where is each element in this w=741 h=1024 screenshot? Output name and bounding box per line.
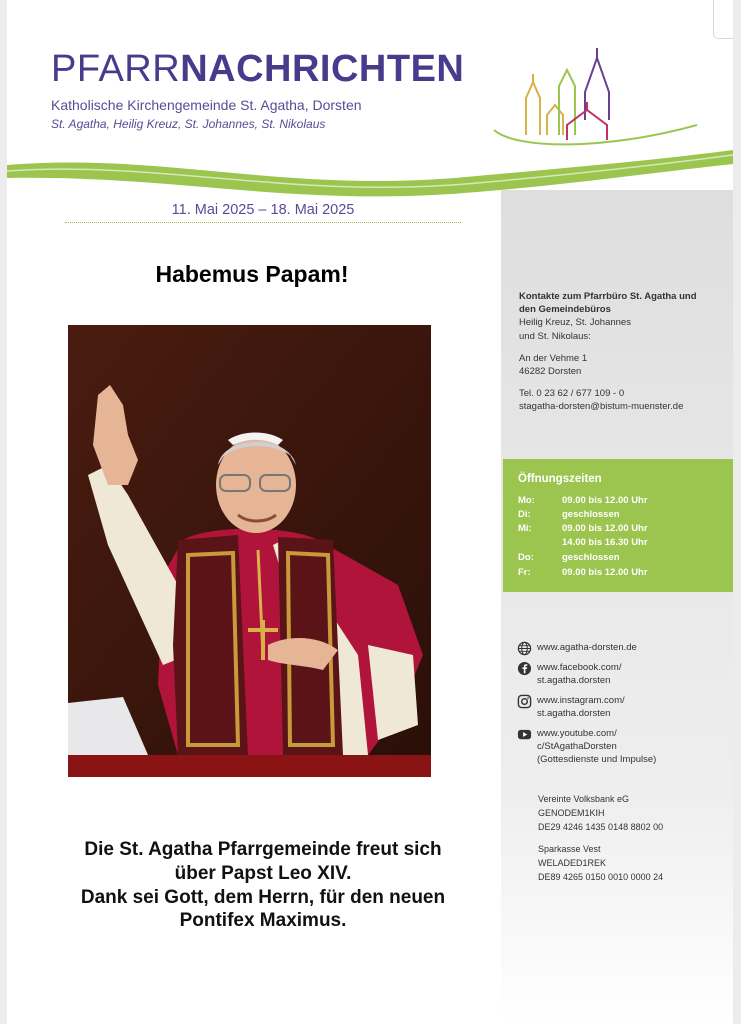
youtube-icon — [517, 727, 532, 742]
hours-row: Do: geschlossen — [518, 552, 620, 563]
youtube-link[interactable]: www.youtube.com/ c/StAgathaDorsten (Gottesdienste und Impulse) — [517, 727, 656, 766]
instagram-icon — [517, 694, 532, 709]
church-skyline-logo — [494, 48, 697, 144]
opening-hours-box — [503, 459, 733, 592]
contact-city: 46282 Dorsten — [519, 366, 582, 378]
page-corner-tab — [713, 0, 733, 39]
social-links — [517, 641, 656, 773]
contact-phone: Tel. 0 23 62 / 677 109 - 0 — [519, 388, 625, 400]
contact-street: An der Vehme 1 — [519, 352, 588, 364]
pope-photo — [68, 325, 431, 777]
hours-row: Mi: 09.00 bis 12.00 Uhr — [518, 523, 648, 534]
photo-caption: Die St. Agatha Pfarrgemeinde freut sich über Papst Leo XIV. Dank sei Gott, dem Herrn, für den neuen Pontifex Maximus. — [80, 839, 446, 932]
hours-row: Di: geschlossen — [518, 509, 620, 520]
hours-row: 14.00 bis 16.30 Uhr — [562, 537, 648, 548]
facebook-link[interactable]: www.facebook.com/ st.agatha.dorsten — [517, 661, 656, 687]
hours-row: Mo: 09.00 bis 12.00 Uhr — [518, 495, 648, 506]
bank-account: Vereinte Volksbank eG GENODEM1KIH DE29 4246 1435 0148 8802 00 — [538, 794, 664, 832]
contact-email[interactable]: stagatha-dorsten@bistum-muenster.de — [519, 401, 684, 413]
masthead-title: PFARRNACHRICHTEN — [51, 48, 465, 90]
parish-list: St. Agatha, Heilig Kreuz, St. Johannes, St. Nikolaus — [51, 117, 326, 131]
contact-block: Kontakte zum Pfarrbüro St. Agatha und den Gemeindebüros Heilig Kreuz, St. Johannes und St. Nikolaus: An der Vehme 1 46282 Dorsten Tel. 0 23 62 / 677 109 - 0 stagatha-dorsten@bistum-muenster.de — [519, 291, 697, 413]
parish-subtitle: Katholische Kirchengemeinde St. Agatha, Dorsten — [51, 97, 362, 113]
facebook-icon — [517, 661, 532, 676]
bank-account: Sparkasse Vest WELADED1REK DE89 4265 0150 0010 0000 24 — [538, 844, 664, 882]
headline: Habemus Papam! — [155, 261, 349, 287]
website-link[interactable]: www.agatha-dorsten.de — [517, 641, 656, 654]
date-range: 11. Mai 2025 – 18. Mai 2025 — [65, 202, 461, 223]
opening-hours-title: Öffnungszeiten — [518, 473, 602, 485]
hours-row: Fr: 09.00 bis 12.00 Uhr — [518, 567, 648, 578]
instagram-link[interactable]: www.instagram.com/ st.agatha.dorsten — [517, 694, 656, 720]
globe-icon — [517, 641, 532, 656]
